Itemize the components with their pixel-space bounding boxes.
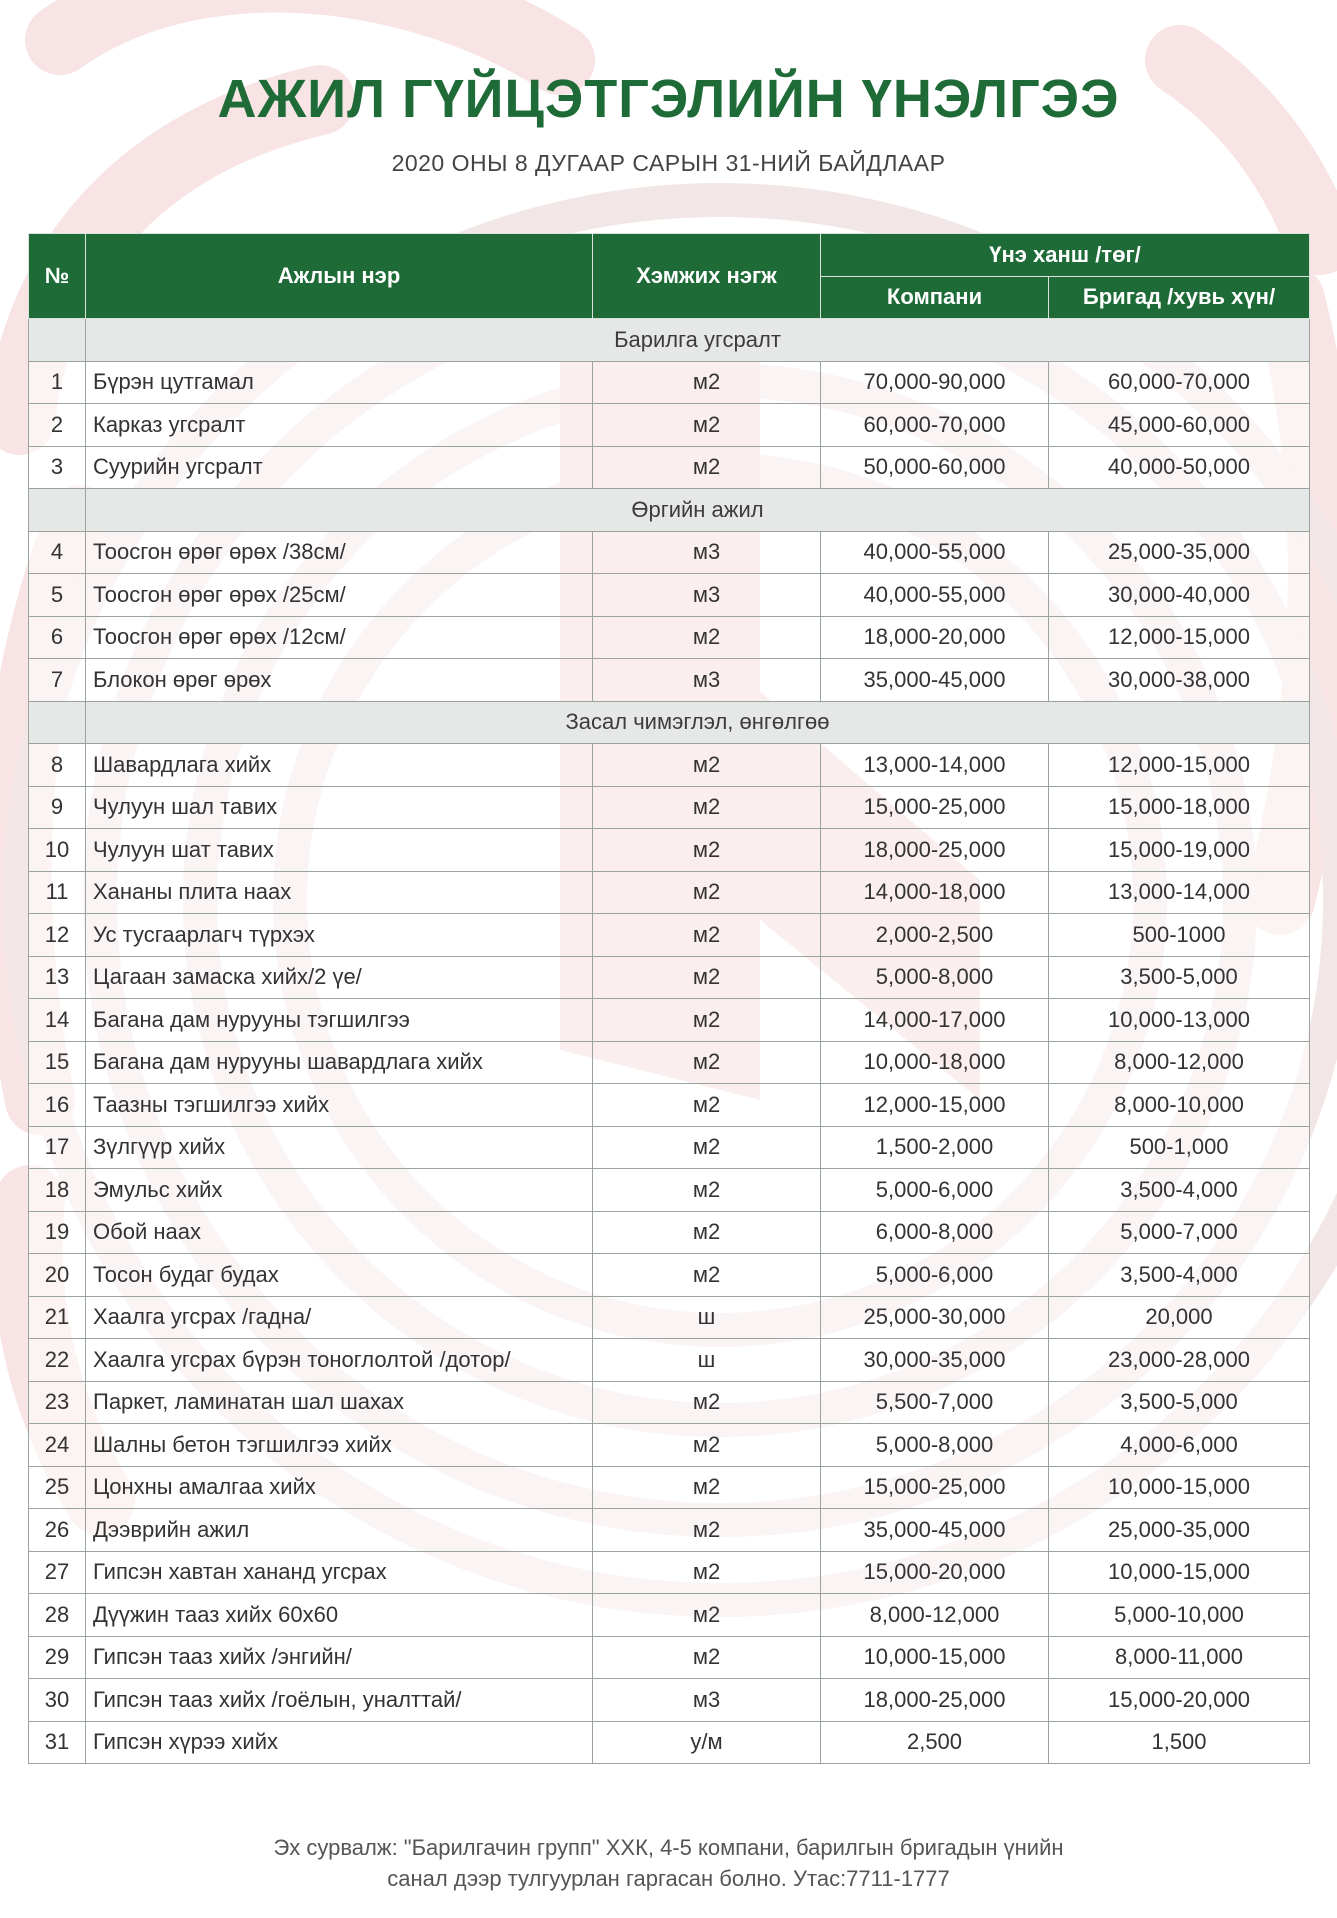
cell-unit: м2 xyxy=(593,744,821,787)
cell-no: 14 xyxy=(29,999,86,1042)
cell-brigade-price: 8,000-11,000 xyxy=(1049,1636,1310,1679)
cell-no: 16 xyxy=(29,1084,86,1127)
cell-no: 30 xyxy=(29,1679,86,1722)
cell-name: Хананы плита наах xyxy=(86,871,593,914)
cell-no: 12 xyxy=(29,914,86,957)
cell-no: 15 xyxy=(29,1041,86,1084)
cell-no: 13 xyxy=(29,956,86,999)
cell-unit: м2 xyxy=(593,1509,821,1552)
page-subtitle: 2020 ОНЫ 8 ДУГААР САРЫН 31-НИЙ БАЙДЛААР xyxy=(391,150,946,176)
cell-name: Паркет, ламинатан шал шахах xyxy=(86,1381,593,1424)
table-row xyxy=(29,1424,1310,1467)
table-row xyxy=(29,1041,1310,1084)
table-row xyxy=(29,1084,1310,1127)
cell-no: 19 xyxy=(29,1211,86,1254)
table-row xyxy=(29,1381,1310,1424)
cell-company-price: 15,000-25,000 xyxy=(821,1466,1049,1509)
cell-unit: м2 xyxy=(593,871,821,914)
cell-name: Багана дам нурууны шавардлага хийх xyxy=(86,1041,593,1084)
cell-company-price: 70,000-90,000 xyxy=(821,361,1049,404)
source-line-1: Эх сурвалж: "Барилгачин групп" ХХК, 4-5 компани, барилгын бригадын үнийн xyxy=(273,1835,1064,1860)
table-row xyxy=(29,446,1310,489)
cell-name: Зүлгүүр хийх xyxy=(86,1126,593,1169)
cell-brigade-price: 15,000-18,000 xyxy=(1049,786,1310,829)
cell-no: 10 xyxy=(29,829,86,872)
source-line-2: санал дээр тулгуурлан гаргасан болно. Утас:7711-1777 xyxy=(387,1866,950,1891)
cell-brigade-price: 60,000-70,000 xyxy=(1049,361,1310,404)
table-row xyxy=(29,659,1310,702)
cell-unit: м2 xyxy=(593,1169,821,1212)
cell-unit: м3 xyxy=(593,1679,821,1722)
cell-unit: м2 xyxy=(593,1041,821,1084)
cell-name: Обой наах xyxy=(86,1211,593,1254)
table-row xyxy=(29,1466,1310,1509)
cell-brigade-price: 23,000-28,000 xyxy=(1049,1339,1310,1382)
cell-name: Дүүжин тааз хийх 60х60 xyxy=(86,1594,593,1637)
table-row xyxy=(29,1126,1310,1169)
cell-unit: м2 xyxy=(593,361,821,404)
cell-no: 1 xyxy=(29,361,86,404)
cell-brigade-price: 3,500-5,000 xyxy=(1049,1381,1310,1424)
cell-name: Хаалга угсрах /гадна/ xyxy=(86,1296,593,1339)
cell-name: Тоосгон өрөг өрөх /25см/ xyxy=(86,574,593,617)
table-row xyxy=(29,1254,1310,1297)
cell-company-price: 13,000-14,000 xyxy=(821,744,1049,787)
header-brigade: Бригад /хувь хүн/ xyxy=(1049,276,1310,319)
cell-name: Гипсэн хүрээ хийх xyxy=(86,1721,593,1764)
section-title: Барилга угсралт xyxy=(86,319,1310,362)
cell-brigade-price: 15,000-19,000 xyxy=(1049,829,1310,872)
cell-unit: м2 xyxy=(593,1211,821,1254)
cell-unit: м2 xyxy=(593,1381,821,1424)
cell-brigade-price: 500-1000 xyxy=(1049,914,1310,957)
cell-company-price: 40,000-55,000 xyxy=(821,531,1049,574)
cell-name: Дээврийн ажил xyxy=(86,1509,593,1552)
cell-company-price: 30,000-35,000 xyxy=(821,1339,1049,1382)
header-price: Үнэ ханш /төг/ xyxy=(821,234,1310,277)
table-row xyxy=(29,1679,1310,1722)
cell-brigade-price: 5,000-7,000 xyxy=(1049,1211,1310,1254)
cell-unit: м2 xyxy=(593,1424,821,1467)
cell-no: 27 xyxy=(29,1551,86,1594)
cell-name: Чулуун шал тавих xyxy=(86,786,593,829)
cell-company-price: 5,000-8,000 xyxy=(821,1424,1049,1467)
cell-no: 17 xyxy=(29,1126,86,1169)
cell-company-price: 5,500-7,000 xyxy=(821,1381,1049,1424)
section-spacer-cell xyxy=(29,319,86,362)
cell-unit: м2 xyxy=(593,999,821,1042)
cell-unit: м2 xyxy=(593,1254,821,1297)
cell-brigade-price: 10,000-13,000 xyxy=(1049,999,1310,1042)
table-row xyxy=(29,1169,1310,1212)
cell-name: Бүрэн цутгамал xyxy=(86,361,593,404)
table-row xyxy=(29,999,1310,1042)
cell-company-price: 15,000-20,000 xyxy=(821,1551,1049,1594)
cell-no: 29 xyxy=(29,1636,86,1679)
cell-brigade-price: 5,000-10,000 xyxy=(1049,1594,1310,1637)
cell-company-price: 25,000-30,000 xyxy=(821,1296,1049,1339)
cell-unit: ш xyxy=(593,1339,821,1382)
cell-name: Гипсэн хавтан хананд угсрах xyxy=(86,1551,593,1594)
cell-no: 24 xyxy=(29,1424,86,1467)
cell-brigade-price: 45,000-60,000 xyxy=(1049,404,1310,447)
cell-unit: м2 xyxy=(593,446,821,489)
cell-unit: м3 xyxy=(593,659,821,702)
cell-no: 8 xyxy=(29,744,86,787)
cell-brigade-price: 25,000-35,000 xyxy=(1049,1509,1310,1552)
cell-company-price: 5,000-8,000 xyxy=(821,956,1049,999)
table-row xyxy=(29,786,1310,829)
cell-no: 21 xyxy=(29,1296,86,1339)
cell-no: 20 xyxy=(29,1254,86,1297)
cell-brigade-price: 15,000-20,000 xyxy=(1049,1679,1310,1722)
table-row xyxy=(29,1339,1310,1382)
cell-unit: м2 xyxy=(593,404,821,447)
cell-name: Тоосгон өрөг өрөх /38см/ xyxy=(86,531,593,574)
cell-name: Цонхны амалгаа хийх xyxy=(86,1466,593,1509)
cell-no: 2 xyxy=(29,404,86,447)
cell-unit: м2 xyxy=(593,1466,821,1509)
cell-name: Таазны тэгшилгээ хийх xyxy=(86,1084,593,1127)
cell-name: Суурийн угсралт xyxy=(86,446,593,489)
table-row xyxy=(29,914,1310,957)
cell-company-price: 15,000-25,000 xyxy=(821,786,1049,829)
cell-name: Гипсэн тааз хийх /гоёлын, уналттай/ xyxy=(86,1679,593,1722)
cell-name: Шавардлага хийх xyxy=(86,744,593,787)
cell-name: Чулуун шат тавих xyxy=(86,829,593,872)
cell-no: 9 xyxy=(29,786,86,829)
cell-company-price: 40,000-55,000 xyxy=(821,574,1049,617)
cell-brigade-price: 4,000-6,000 xyxy=(1049,1424,1310,1467)
cell-company-price: 14,000-17,000 xyxy=(821,999,1049,1042)
price-table xyxy=(28,233,1310,1764)
cell-company-price: 18,000-20,000 xyxy=(821,616,1049,659)
table-row xyxy=(29,616,1310,659)
section-spacer-cell xyxy=(29,701,86,744)
cell-company-price: 35,000-45,000 xyxy=(821,659,1049,702)
cell-company-price: 5,000-6,000 xyxy=(821,1254,1049,1297)
cell-brigade-price: 500-1,000 xyxy=(1049,1126,1310,1169)
table-row xyxy=(29,1721,1310,1764)
table-row xyxy=(29,531,1310,574)
cell-no: 26 xyxy=(29,1509,86,1552)
cell-no: 4 xyxy=(29,531,86,574)
cell-no: 11 xyxy=(29,871,86,914)
section-title: Засал чимэглэл, өнгөлгөө xyxy=(86,701,1310,744)
cell-unit: м2 xyxy=(593,616,821,659)
table-row xyxy=(29,1211,1310,1254)
cell-no: 28 xyxy=(29,1594,86,1637)
cell-name: Тосон будаг будах xyxy=(86,1254,593,1297)
cell-brigade-price: 10,000-15,000 xyxy=(1049,1466,1310,1509)
section-row xyxy=(29,319,1310,362)
cell-company-price: 12,000-15,000 xyxy=(821,1084,1049,1127)
cell-brigade-price: 13,000-14,000 xyxy=(1049,871,1310,914)
cell-brigade-price: 3,500-4,000 xyxy=(1049,1169,1310,1212)
cell-company-price: 8,000-12,000 xyxy=(821,1594,1049,1637)
cell-unit: м2 xyxy=(593,1594,821,1637)
section-spacer-cell xyxy=(29,489,86,532)
table-row xyxy=(29,1551,1310,1594)
cell-name: Багана дам нурууны тэгшилгээ xyxy=(86,999,593,1042)
cell-name: Гипсэн тааз хийх /энгийн/ xyxy=(86,1636,593,1679)
cell-company-price: 60,000-70,000 xyxy=(821,404,1049,447)
cell-unit: ш xyxy=(593,1296,821,1339)
cell-brigade-price: 10,000-15,000 xyxy=(1049,1551,1310,1594)
cell-no: 23 xyxy=(29,1381,86,1424)
header-name: Ажлын нэр xyxy=(86,234,593,319)
table-header xyxy=(29,234,1310,319)
cell-name: Шалны бетон тэгшилгээ хийх xyxy=(86,1424,593,1467)
cell-company-price: 18,000-25,000 xyxy=(821,1679,1049,1722)
cell-no: 18 xyxy=(29,1169,86,1212)
cell-no: 25 xyxy=(29,1466,86,1509)
cell-brigade-price: 30,000-40,000 xyxy=(1049,574,1310,617)
table-row xyxy=(29,574,1310,617)
cell-company-price: 1,500-2,000 xyxy=(821,1126,1049,1169)
cell-unit: м2 xyxy=(593,1636,821,1679)
cell-company-price: 2,500 xyxy=(821,1721,1049,1764)
cell-brigade-price: 12,000-15,000 xyxy=(1049,744,1310,787)
table-row xyxy=(29,1296,1310,1339)
cell-brigade-price: 20,000 xyxy=(1049,1296,1310,1339)
cell-name: Блокон өрөг өрөх xyxy=(86,659,593,702)
cell-company-price: 35,000-45,000 xyxy=(821,1509,1049,1552)
cell-company-price: 14,000-18,000 xyxy=(821,871,1049,914)
cell-brigade-price: 12,000-15,000 xyxy=(1049,616,1310,659)
cell-no: 31 xyxy=(29,1721,86,1764)
cell-brigade-price: 3,500-5,000 xyxy=(1049,956,1310,999)
cell-name: Карказ угсралт xyxy=(86,404,593,447)
cell-unit: м2 xyxy=(593,829,821,872)
table-body xyxy=(29,319,1310,1764)
cell-brigade-price: 8,000-12,000 xyxy=(1049,1041,1310,1084)
cell-brigade-price: 40,000-50,000 xyxy=(1049,446,1310,489)
cell-unit: м3 xyxy=(593,574,821,617)
cell-unit: м3 xyxy=(593,531,821,574)
cell-no: 22 xyxy=(29,1339,86,1382)
table-row xyxy=(29,744,1310,787)
cell-company-price: 6,000-8,000 xyxy=(821,1211,1049,1254)
cell-name: Хаалга угсрах бүрэн тоноглолтой /дотор/ xyxy=(86,1339,593,1382)
cell-unit: м2 xyxy=(593,786,821,829)
cell-brigade-price: 1,500 xyxy=(1049,1721,1310,1764)
cell-unit: у/м xyxy=(593,1721,821,1764)
cell-unit: м2 xyxy=(593,956,821,999)
table-row xyxy=(29,871,1310,914)
cell-brigade-price: 25,000-35,000 xyxy=(1049,531,1310,574)
section-title: Өргийн ажил xyxy=(86,489,1310,532)
section-row xyxy=(29,701,1310,744)
table-row xyxy=(29,1594,1310,1637)
source-note xyxy=(0,1832,1337,1894)
cell-unit: м2 xyxy=(593,914,821,957)
cell-no: 6 xyxy=(29,616,86,659)
header-unit: Хэмжих нэгж xyxy=(593,234,821,319)
cell-name: Ус тусгаарлагч түрхэх xyxy=(86,914,593,957)
cell-company-price: 50,000-60,000 xyxy=(821,446,1049,489)
table-row xyxy=(29,956,1310,999)
cell-name: Цагаан замаска хийх/2 үе/ xyxy=(86,956,593,999)
cell-company-price: 10,000-15,000 xyxy=(821,1636,1049,1679)
table-row xyxy=(29,1636,1310,1679)
cell-company-price: 10,000-18,000 xyxy=(821,1041,1049,1084)
cell-company-price: 18,000-25,000 xyxy=(821,829,1049,872)
table-row xyxy=(29,404,1310,447)
cell-brigade-price: 3,500-4,000 xyxy=(1049,1254,1310,1297)
cell-name: Тоосгон өрөг өрөх /12см/ xyxy=(86,616,593,659)
header-company: Компани xyxy=(821,276,1049,319)
cell-company-price: 2,000-2,500 xyxy=(821,914,1049,957)
header-no: № xyxy=(29,234,86,319)
section-row xyxy=(29,489,1310,532)
cell-no: 3 xyxy=(29,446,86,489)
cell-brigade-price: 8,000-10,000 xyxy=(1049,1084,1310,1127)
cell-name: Эмульс хийх xyxy=(86,1169,593,1212)
cell-no: 5 xyxy=(29,574,86,617)
cell-unit: м2 xyxy=(593,1126,821,1169)
cell-company-price: 5,000-6,000 xyxy=(821,1169,1049,1212)
table-row xyxy=(29,1509,1310,1552)
cell-no: 7 xyxy=(29,659,86,702)
cell-unit: м2 xyxy=(593,1551,821,1594)
table-row xyxy=(29,829,1310,872)
cell-unit: м2 xyxy=(593,1084,821,1127)
cell-brigade-price: 30,000-38,000 xyxy=(1049,659,1310,702)
table-row xyxy=(29,361,1310,404)
page-title: АЖИЛ ГҮЙЦЭТГЭЛИЙН ҮНЭЛГЭЭ xyxy=(217,69,1120,129)
